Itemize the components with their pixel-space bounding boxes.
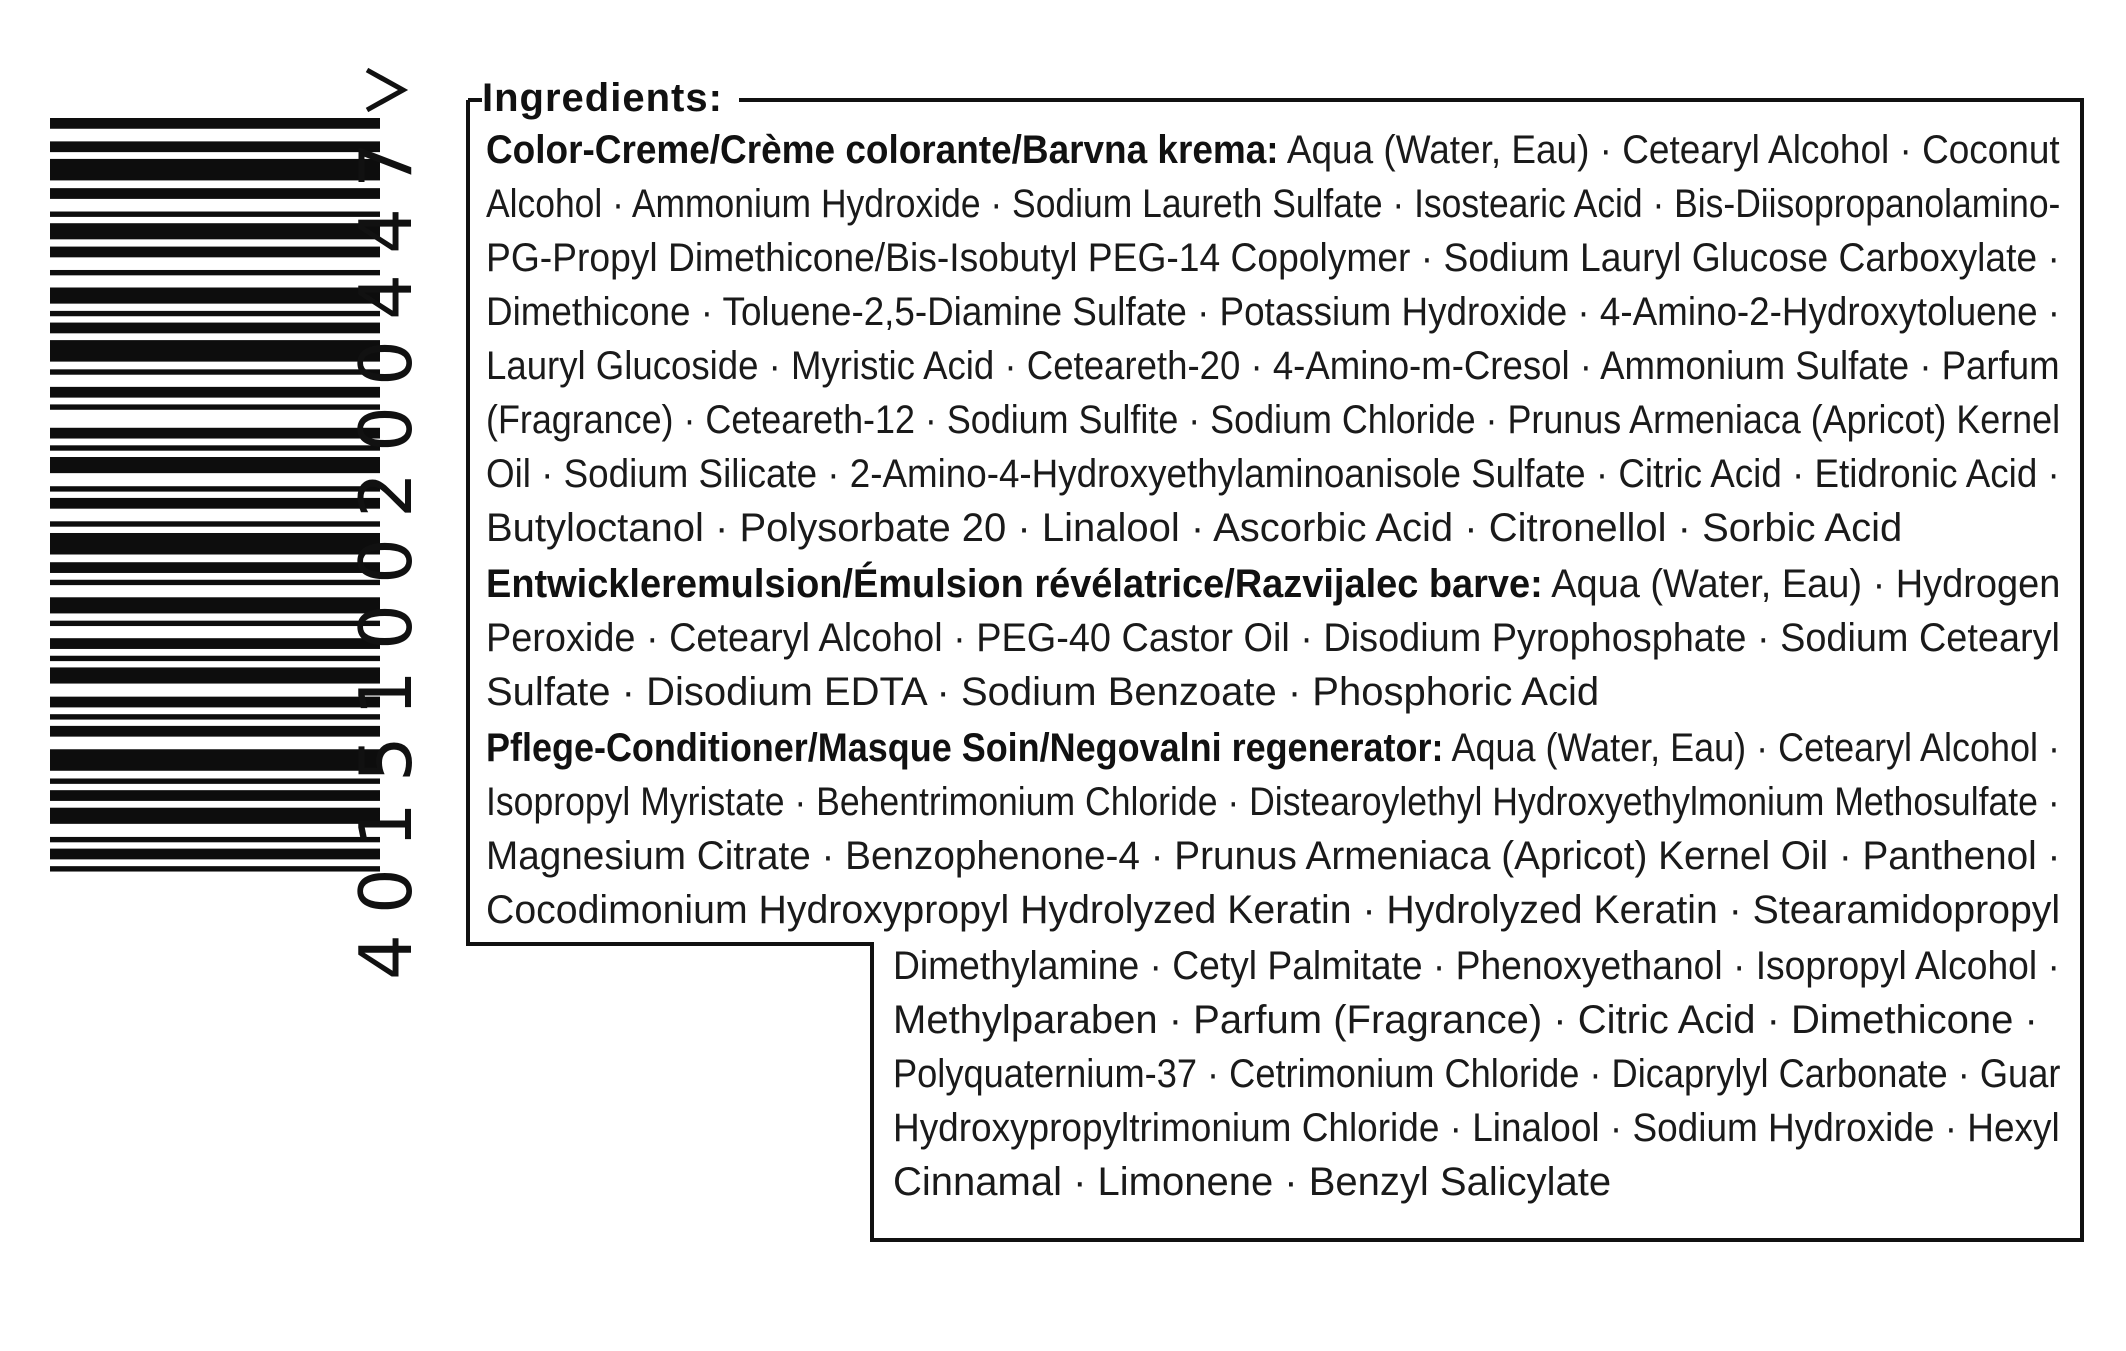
barcode-bar: [50, 638, 380, 649]
barcode: [50, 118, 380, 872]
ingredients-line: Magnesium Citrate · Benzophenone-4 · Prunus Armeniaca (Apricot) Kernel Oil · Panthenol ·: [486, 834, 2061, 878]
ingredients-text: Aqua (Water, Eau) · Cetearyl Alcohol · Coconut: [1278, 128, 2060, 172]
section-title: Color-Creme/Crème colorante/Barvna krema:: [486, 128, 1279, 172]
ingredients-line: Dimethylamine · Cetyl Palmitate · Phenoxyethanol · Isopropyl Alcohol ·: [893, 944, 2060, 988]
barcode-digit: 0: [344, 536, 428, 584]
ingredients-line: Lauryl Glucoside · Myristic Acid · Ceteareth-20 · 4-Amino-m-Cresol · Ammonium Sulfate · Parfum: [486, 344, 2060, 388]
barcode-bar: [50, 697, 380, 708]
barcode-bar: [50, 159, 380, 181]
ingredients-heading: Ingredients:: [482, 72, 739, 124]
barcode-bar: [50, 498, 380, 509]
barcode-bar: [50, 837, 380, 842]
ingredients-line: Cinnamal · Limonene · Benzyl Salicylate: [893, 1160, 1612, 1204]
barcode-bar: [50, 521, 380, 526]
barcode-bar: [50, 457, 380, 473]
barcode-bar: [50, 714, 380, 719]
barcode-bar: [50, 188, 380, 199]
barcode-digit: 0: [344, 338, 428, 386]
barcode-digit: 0: [344, 866, 428, 914]
barcode-bar: [50, 580, 380, 585]
barcode-bar: [50, 387, 380, 398]
barcode-bar: [50, 340, 380, 362]
barcode-bar: [50, 270, 380, 275]
ingredients-line: [486, 123, 2060, 177]
barcode-bar: [50, 849, 380, 860]
barcode-bar: [50, 866, 380, 871]
barcode-bar: [50, 667, 380, 683]
barcode-bar: [50, 141, 380, 152]
barcode-digit: 5: [344, 734, 428, 782]
barcode-bar: [50, 288, 380, 304]
barcode-digit: 7: [344, 140, 428, 188]
ingredients-line: Butyloctanol · Polysorbate 20 · Linalool · Ascorbic Acid · Citronellol · Sorbic Acid: [486, 506, 1903, 550]
ingredients-line: Polyquaternium-37 · Cetrimonium Chloride · Dicaprylyl Carbonate · Guar: [893, 1052, 2061, 1096]
ingredients-line: Peroxide · Cetearyl Alcohol · PEG-40 Castor Oil · Disodium Pyrophosphate · Sodium Cetearyl: [486, 616, 2060, 660]
ingredients-line: [486, 721, 2060, 775]
barcode-bar: [50, 323, 380, 334]
barcode-bar: [50, 118, 380, 129]
ingredients-line: Methylparaben · Parfum (Fragrance) · Citric Acid · Dimethicone ·: [893, 998, 2038, 1042]
barcode-bar: [50, 778, 380, 783]
section-title: Pflege-Conditioner/Masque Soin/Negovalni regenerator:: [486, 726, 1444, 770]
barcode-bar: [50, 369, 380, 374]
barcode-bar: [50, 790, 380, 801]
barcode-bar: [50, 533, 380, 555]
ingredients-line: Oil · Sodium Silicate · 2-Amino-4-Hydroxyethylaminoanisole Sulfate · Citric Acid · Etidronic Acid ·: [486, 452, 2060, 496]
barcode-number: [344, 140, 428, 980]
barcode-bar: [50, 247, 380, 258]
ingredients-line: (Fragrance) · Ceteareth-12 · Sodium Sulfite · Sodium Chloride · Prunus Armeniaca (Apricot) Kernel: [486, 398, 2061, 442]
barcode-digit: 4: [344, 932, 428, 980]
barcode-bar: [50, 428, 380, 439]
ingredients-line: Hydroxypropyltrimonium Chloride · Linalool · Sodium Hydroxide · Hexyl: [893, 1106, 2060, 1150]
section-title: Entwickleremulsion/Émulsion révélatrice/Razvijalec barve:: [486, 562, 1543, 606]
barcode-digit: 0: [344, 404, 428, 452]
barcode-bar: [50, 404, 380, 409]
ingredients-text: Aqua (Water, Eau) · Hydrogen: [1542, 562, 2061, 606]
ingredients-line: Dimethicone · Toluene-2,5-Diamine Sulfate · Potassium Hydroxide · 4-Amino-2-Hydroxytoluene ·: [486, 290, 2061, 334]
barcode-bar: [50, 656, 380, 661]
barcode-digit: 1: [344, 668, 428, 716]
ingredients-line: Sulfate · Disodium EDTA · Sodium Benzoate · Phosphoric Acid: [486, 670, 1600, 714]
barcode-bar: [50, 311, 380, 316]
ingredients-line: Isopropyl Myristate · Behentrimonium Chloride · Distearoylethyl Hydroxyethylmonium Methosulfate ·: [486, 780, 2060, 824]
barcode-bar: [50, 808, 380, 824]
barcode-bar: [50, 212, 380, 217]
ingredients-line: Cocodimonium Hydroxypropyl Hydrolyzed Keratin · Hydrolyzed Keratin · Stearamidopropyl: [486, 888, 2061, 932]
ingredients-line: PG-Propyl Dimethicone/Bis-Isobutyl PEG-14 Copolymer · Sodium Lauryl Glucose Carboxylate ·: [486, 236, 2060, 280]
ingredients-line: [486, 557, 2060, 611]
barcode-bar: [50, 726, 380, 737]
barcode-bar: [50, 445, 380, 450]
barcode-digit: 2: [344, 470, 428, 518]
barcode-digit: 1: [344, 800, 428, 848]
barcode-digit: 0: [344, 602, 428, 650]
barcode-bar: [50, 223, 380, 239]
barcode-digit: 4: [344, 206, 428, 254]
ingredients-line: Alcohol · Ammonium Hydroxide · Sodium Laureth Sulfate · Isostearic Acid · Bis-Diisopropanolamino-: [486, 182, 2061, 226]
barcode-digit: 4: [344, 272, 428, 320]
barcode-bar: [50, 562, 380, 573]
ingredients-text: Aqua (Water, Eau) · Cetearyl Alcohol ·: [1443, 726, 2061, 770]
barcode-bar: [50, 749, 380, 771]
barcode-bar: [50, 621, 380, 626]
barcode-bar: [50, 486, 380, 491]
quiet-zone-marker: [355, 60, 415, 120]
barcode-bar: [50, 597, 380, 613]
